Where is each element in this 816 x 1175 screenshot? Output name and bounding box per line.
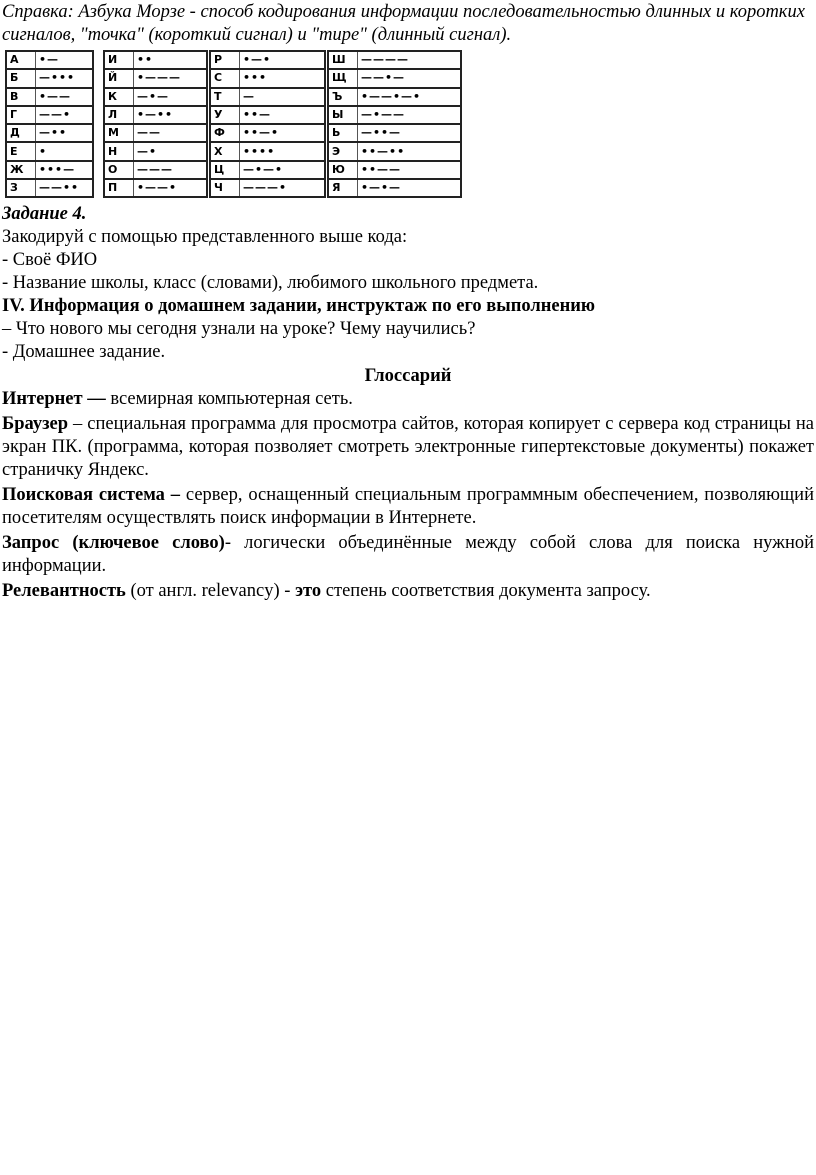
glossary-definition: сервер, оснащенный специальным программным обеспечением, позволяющий посетителям осуществлять поиск информации в Интернете.	[2, 485, 814, 528]
morse-code: —••	[36, 124, 94, 142]
morse-letter: Е	[6, 142, 36, 160]
morse-letter: Р	[210, 51, 240, 69]
glossary-term: Браузер	[2, 414, 69, 434]
morse-row	[210, 179, 325, 197]
task-section	[2, 203, 814, 364]
morse-code: •	[36, 142, 94, 160]
glossary-entry	[2, 388, 814, 411]
morse-letter: Э	[328, 142, 358, 160]
morse-code: •—•	[240, 51, 326, 69]
morse-letter: У	[210, 106, 240, 124]
morse-row	[104, 106, 207, 124]
morse-letter: Т	[210, 88, 240, 106]
morse-row	[6, 51, 93, 69]
morse-row	[104, 88, 207, 106]
morse-table-2	[103, 50, 208, 198]
glossary-definition: (от англ. relevancy) -	[125, 581, 296, 601]
morse-code: ••—	[240, 106, 326, 124]
morse-letter: Б	[6, 69, 36, 87]
morse-row	[6, 124, 93, 142]
morse-letter: Д	[6, 124, 36, 142]
morse-code: ——	[134, 124, 208, 142]
morse-code: —•••	[36, 69, 94, 87]
morse-code: •••—	[36, 161, 94, 179]
morse-letter: Л	[104, 106, 134, 124]
morse-table-4	[327, 50, 462, 198]
section-4-line-1: – Что нового мы сегодня узнали на уроке? Чему научились?	[2, 319, 476, 339]
morse-row	[328, 88, 461, 106]
morse-row	[104, 179, 207, 197]
morse-code-chart	[3, 50, 463, 196]
morse-row	[104, 124, 207, 142]
morse-code: ••	[134, 51, 208, 69]
morse-row	[328, 51, 461, 69]
morse-row	[328, 142, 461, 160]
morse-code: •••	[240, 69, 326, 87]
morse-letter: М	[104, 124, 134, 142]
glossary-entry	[2, 580, 814, 603]
glossary-definition: всемирная компьютерная сеть.	[105, 389, 353, 409]
morse-letter: Ш	[328, 51, 358, 69]
task-title: Задание 4.	[2, 204, 87, 224]
morse-letter: Й	[104, 69, 134, 87]
morse-code: •——•	[134, 179, 208, 197]
morse-letter: Г	[6, 106, 36, 124]
task-line-1: Закодируй с помощью представленного выше кода:	[2, 227, 408, 247]
morse-letter: К	[104, 88, 134, 106]
glossary-title: Глоссарий	[364, 366, 452, 386]
task-line-3: - Название школы, класс (словами), любимого школьного предмета.	[2, 273, 539, 293]
glossary-section	[2, 365, 814, 603]
morse-row	[328, 69, 461, 87]
morse-code: •———	[134, 69, 208, 87]
morse-row	[328, 179, 461, 197]
morse-code: ••—••	[358, 142, 462, 160]
morse-code: ——•	[36, 106, 94, 124]
morse-row	[6, 142, 93, 160]
morse-code: •—	[36, 51, 94, 69]
morse-letter: О	[104, 161, 134, 179]
morse-row	[328, 124, 461, 142]
morse-code: ••••	[240, 142, 326, 160]
section-4-title: IV. Информация о домашнем задании, инструктаж по его выполнению	[2, 296, 596, 316]
morse-code: •—•—	[358, 179, 462, 197]
morse-code: •——•—•	[358, 88, 462, 106]
morse-letter: Щ	[328, 69, 358, 87]
morse-letter: Ъ	[328, 88, 358, 106]
morse-code: ————	[358, 51, 462, 69]
glossary-term: это	[295, 581, 322, 601]
morse-letter: Ч	[210, 179, 240, 197]
glossary-term: Запрос (ключевое слово)	[2, 533, 225, 553]
morse-row	[210, 69, 325, 87]
morse-letter: Я	[328, 179, 358, 197]
morse-code: ••——	[358, 161, 462, 179]
morse-row	[210, 106, 325, 124]
glossary-definition: степень соответствия документа запросу.	[321, 581, 651, 601]
glossary-definition: - логически объединённые между собой слова для поиска нужной информации.	[2, 533, 815, 576]
morse-row	[210, 142, 325, 160]
morse-row	[104, 161, 207, 179]
morse-letter: Х	[210, 142, 240, 160]
morse-row	[6, 69, 93, 87]
morse-letter: Ф	[210, 124, 240, 142]
morse-row	[328, 161, 461, 179]
morse-intro: Справка: Азбука Морзе - способ кодирования информации последовательностью длинных и коротких сигналов, "точка" (короткий сигнал) и "тире" (длинный сигнал).	[2, 2, 805, 45]
morse-row	[104, 51, 207, 69]
glossary-entry	[2, 413, 814, 482]
morse-code: •——	[36, 88, 94, 106]
morse-code: —	[240, 88, 326, 106]
morse-code: ——••	[36, 179, 94, 197]
morse-row	[104, 142, 207, 160]
morse-row	[328, 106, 461, 124]
morse-code: ••—•	[240, 124, 326, 142]
task-line-2: - Своё ФИО	[2, 250, 98, 270]
morse-row	[210, 51, 325, 69]
morse-code: ——•—	[358, 69, 462, 87]
glossary-term: Интернет —	[2, 389, 106, 409]
morse-code: •—••	[134, 106, 208, 124]
morse-code: —•—	[134, 88, 208, 106]
morse-letter: А	[6, 51, 36, 69]
glossary-entry	[2, 532, 814, 578]
morse-letter: Ж	[6, 161, 36, 179]
morse-row	[6, 179, 93, 197]
morse-row	[6, 88, 93, 106]
morse-letter: Ы	[328, 106, 358, 124]
morse-table-3	[209, 50, 326, 198]
morse-code: —•——	[358, 106, 462, 124]
morse-letter: Ю	[328, 161, 358, 179]
morse-code: —•—•	[240, 161, 326, 179]
section-4-line-2: - Домашнее задание.	[2, 342, 166, 362]
morse-code: ———	[134, 161, 208, 179]
glossary-term: Поисковая система –	[2, 485, 181, 505]
morse-letter: Н	[104, 142, 134, 160]
morse-letter: Ц	[210, 161, 240, 179]
morse-row	[6, 106, 93, 124]
morse-row	[210, 124, 325, 142]
glossary-entry	[2, 484, 814, 530]
glossary-term: Релевантность	[2, 581, 126, 601]
morse-table-1	[5, 50, 94, 198]
morse-row	[104, 69, 207, 87]
morse-letter: Ь	[328, 124, 358, 142]
morse-code: —••—	[358, 124, 462, 142]
morse-letter: З	[6, 179, 36, 197]
morse-row	[6, 161, 93, 179]
glossary-definition: – специальная программа для просмотра сайтов, которая копирует с сервера код страницы на экран ПК. (программа, которая позволяет смотреть электронные гипертекстовые документы) покажет страничку Яндекс.	[2, 414, 814, 480]
morse-letter: И	[104, 51, 134, 69]
morse-row	[210, 161, 325, 179]
morse-row	[210, 88, 325, 106]
morse-letter: С	[210, 69, 240, 87]
morse-code: ———•	[240, 179, 326, 197]
morse-letter: П	[104, 179, 134, 197]
morse-letter: В	[6, 88, 36, 106]
morse-code: —•	[134, 142, 208, 160]
